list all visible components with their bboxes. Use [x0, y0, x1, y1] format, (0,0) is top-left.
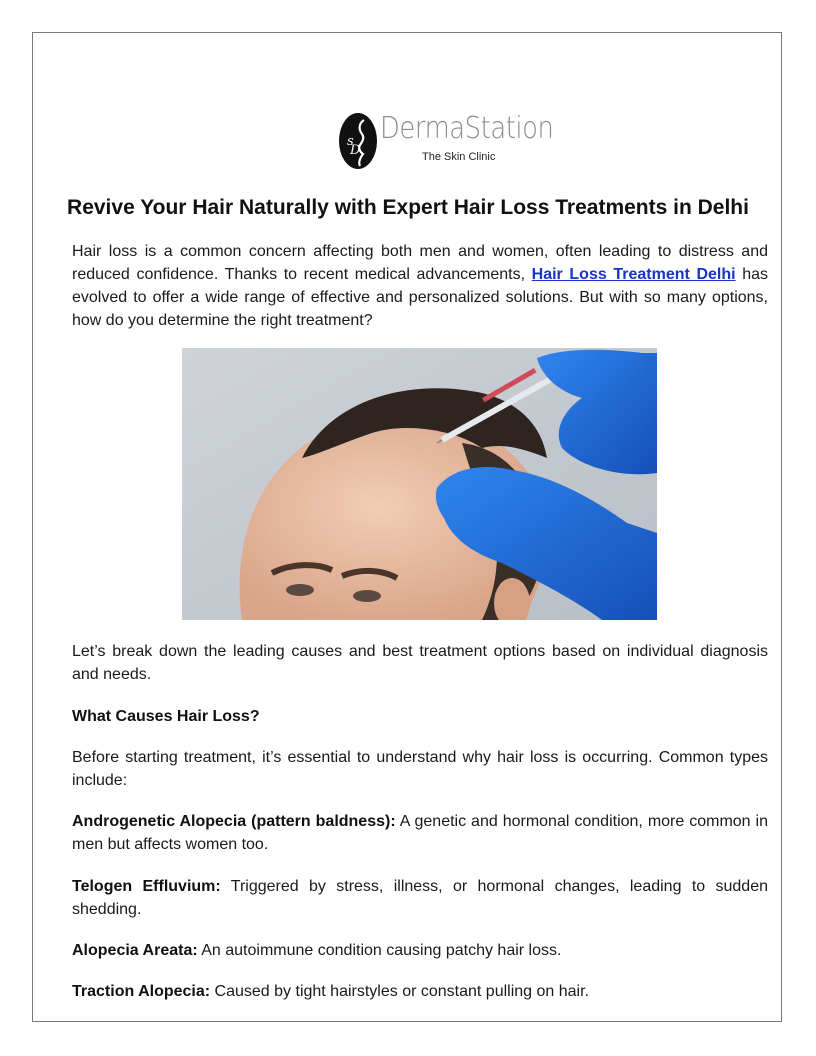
- logo-mark-icon: [338, 112, 378, 170]
- cause-desc: An autoimmune condition causing patchy hair loss.: [197, 942, 562, 959]
- logo-name: DermaStation: [380, 111, 554, 146]
- hair-loss-treatment-link[interactable]: Hair Loss Treatment Delhi: [531, 266, 736, 283]
- svg-text:D: D: [350, 143, 361, 158]
- cause-desc: A genetic and hormonal condition, more common in men but affects women too.: [72, 813, 768, 853]
- cause-term: Traction Alopecia:: [72, 983, 211, 1000]
- causes-heading-text: What Causes Hair Loss?: [72, 708, 260, 725]
- intro-text-start: Hair loss is a common concern affecting both men and women, often leading to distress and reduced confidence. Thanks to recent medical advancements,: [72, 243, 768, 283]
- cause-term: Telogen Effluvium:: [72, 878, 221, 895]
- clinic-logo: [338, 111, 554, 172]
- cause-term: Alopecia Areata:: [72, 942, 198, 959]
- cause-term: Androgenetic Alopecia (pattern baldness):: [72, 813, 396, 830]
- cause-item: [72, 810, 768, 856]
- breakdown-paragraph: Let’s break down the leading causes and best treatment options based on individual diagnosis and needs.: [72, 643, 768, 683]
- intro-text-end: has evolved to offer a wide range of effective and personalized solutions. But with so many options, how do you determine the right treatment?: [72, 266, 769, 329]
- cause-item: [72, 980, 768, 1003]
- cause-desc: Caused by tight hairstyles or constant pulling on hair.: [210, 983, 589, 1000]
- page-title: Revive Your Hair Naturally with Expert Hair Loss Treatments in Delhi: [67, 196, 749, 219]
- hair-treatment-photo: [182, 348, 657, 620]
- cause-desc: Triggered by stress, illness, or hormonal changes, leading to sudden shedding.: [72, 878, 768, 918]
- svg-text:s: s: [347, 134, 354, 149]
- cause-item: [72, 939, 768, 962]
- intro-paragraph: [72, 240, 768, 332]
- causes-intro: Before starting treatment, it’s essential to understand why hair loss is occurring. Common types include:: [72, 749, 768, 789]
- logo-tagline: The Skin Clinic: [422, 151, 496, 163]
- cause-item: [72, 875, 768, 921]
- causes-heading: [72, 705, 768, 728]
